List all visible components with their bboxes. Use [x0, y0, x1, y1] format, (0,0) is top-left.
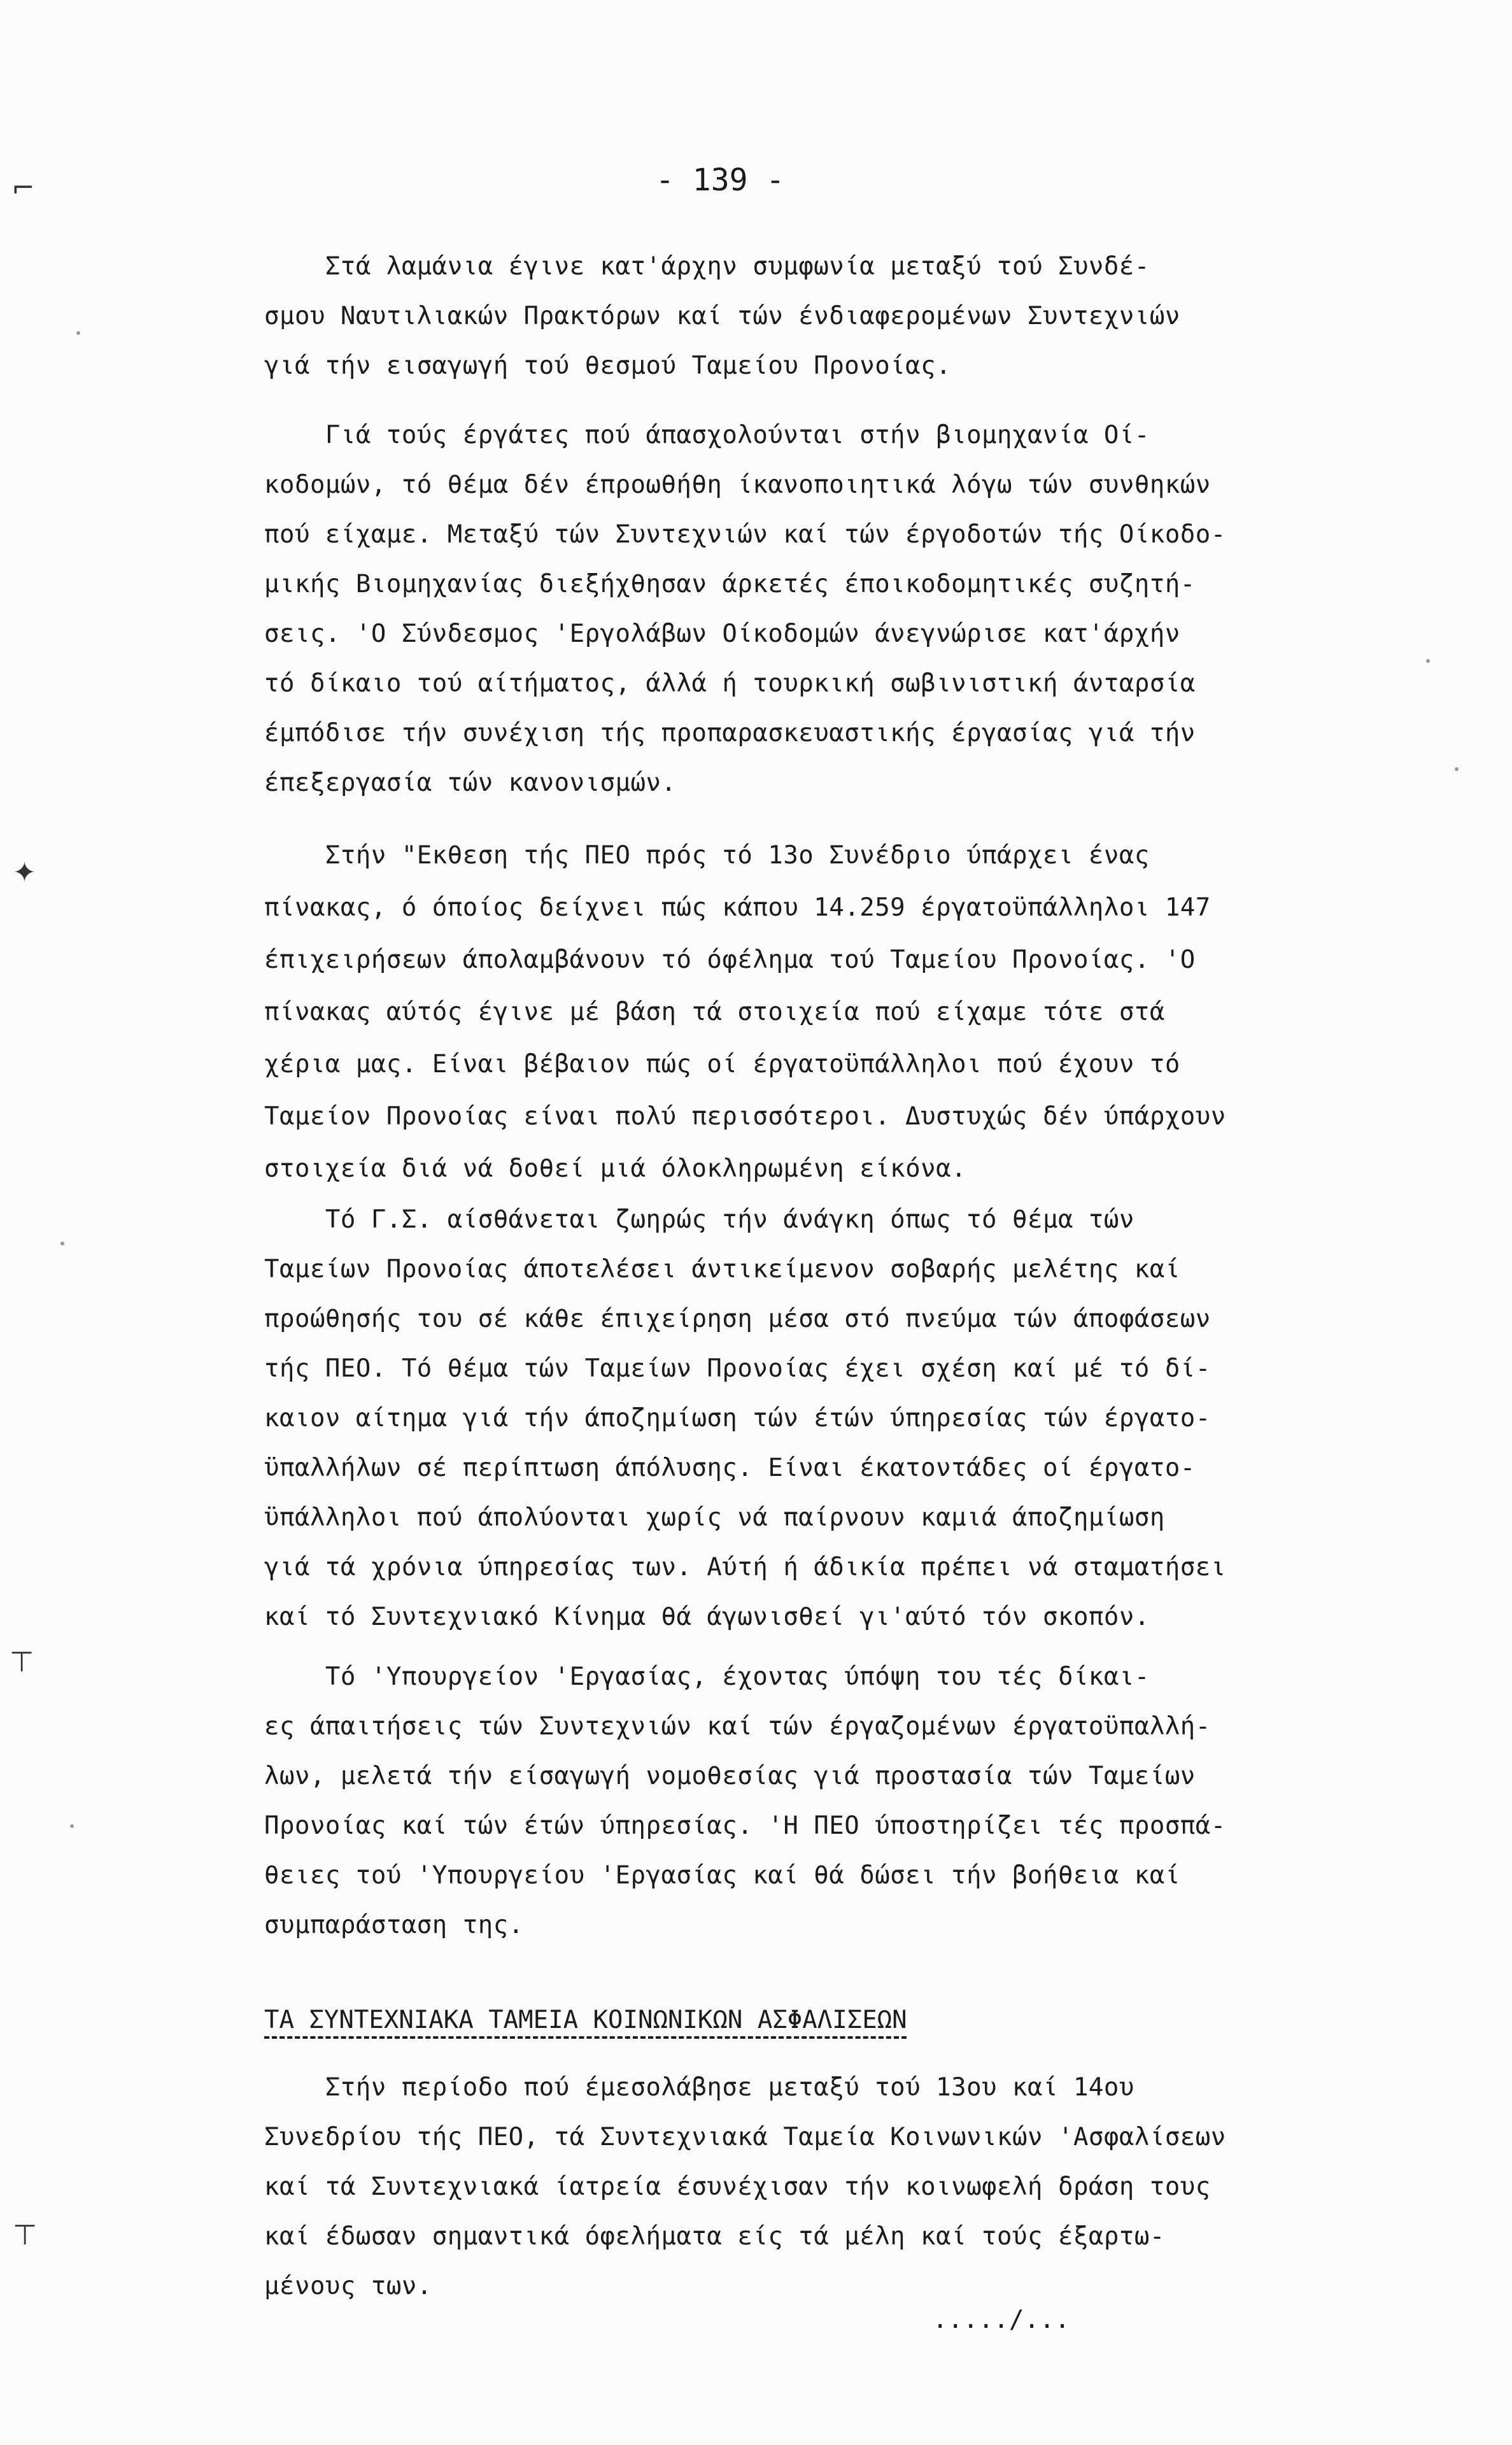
text-line: ϋπαλλήλων σέ περίπτωση άπόλυσης. Είναι έκατοντάδες οί έργατο-	[264, 1454, 1196, 1482]
text-line: Ταμείον Προνοίας είναι πολύ περισσότεροι. Δυστυχώς δέν ύπάρχουν	[264, 1102, 1226, 1131]
text-line: Στήν περίοδο πού έμεσολάβησε μεταξύ τού 13ου καί 14ου	[264, 2073, 1134, 2102]
text-line: πίνακας, ό όποίος δείχνει πώς κάπου 14.259 έργατοϋπάλληλοι 147	[264, 893, 1211, 922]
section-heading: ΤΑ ΣΥΝΤΕΧΝΙΑΚΑ ΤΑΜΕΙΑ ΚΟΙΝΩΝΙΚΩΝ ΑΣΦΑΛΙΣΕΩΝ	[264, 2006, 907, 2034]
text-line: έμπόδισε τήν συνέχιση τής προπαρασκευαστικής έργασίας γιά τήν	[264, 719, 1196, 748]
text-line: λων, μελετά τήν είσαγωγή νομοθεσίας γιά προστασία τών Ταμείων	[264, 1762, 1196, 1790]
text-line: Ταμείων Προνοίας άποτελέσει άντικείμενον σοβαρής μελέτης καί	[264, 1255, 1180, 1284]
margin-mark: ⊤	[13, 2219, 38, 2251]
text-line: τό δίκαιο τού αίτήματος, άλλά ή τουρκική σωβινιστική άνταρσία	[264, 669, 1196, 698]
text-line: ϋπάλληλοι πού άπολύονται χωρίς νά παίρνουν καμιά άποζημίωση	[264, 1503, 1165, 1532]
text-line: προώθησής του σέ κάθε έπιχείρηση μέσα στό πνεύμα τών άποφάσεων	[264, 1305, 1211, 1333]
scan-speck	[1455, 767, 1459, 771]
margin-mark: ⊤	[10, 1646, 34, 1678]
text-line: Τό 'Υπουργείον 'Εργασίας, έχοντας ύπόψη του τές δίκαι-	[264, 1662, 1150, 1691]
text-line: καί τό Συντεχνιακό Κίνημα θά άγωνισθεί γι'αύτό τόν σκοπόν.	[264, 1603, 1150, 1631]
text-line: στοιχεία διά νά δοθεί μιά όλοκληρωμένη είκόνα.	[264, 1154, 967, 1183]
text-line: κοδομών, τό θέμα δέν έπροωθήθη ίκανοποιητικά λόγω τών συνθηκών	[264, 471, 1211, 499]
text-line: μένους των.	[264, 2272, 432, 2300]
text-line: σμου Ναυτιλιακών Πρακτόρων καί τών ένδιαφερομένων Συντεχνιών	[264, 302, 1180, 330]
text-line: Γιά τούς έργάτες πού άπασχολούνται στήν βιομηχανία Οί-	[264, 421, 1150, 450]
text-line: πού είχαμε. Μεταξύ τών Συντεχνιών καί τών έργοδοτών τής Οίκοδο-	[264, 520, 1226, 549]
margin-mark: ⌐	[11, 172, 35, 204]
margin-mark: ✦	[13, 856, 36, 889]
text-line: ες άπαιτήσεις τών Συντεχνιών καί τών έργαζομένων έργατοϋπαλλή-	[264, 1712, 1211, 1741]
scan-speck	[60, 1242, 64, 1245]
scan-speck	[1426, 659, 1430, 663]
text-line: καί τά Συντεχνιακά ίατρεία έσυνέχισαν τήν κοινωφελή δράση τους	[264, 2172, 1211, 2201]
page-number: - 139 -	[656, 162, 785, 198]
text-line: σεις. 'Ο Σύνδεσμος 'Εργολάβων Οίκοδομών άνεγνώρισε κατ'άρχήν	[264, 620, 1180, 648]
text-line: Στήν "Εκθεση τής ΠΕΟ πρός τό 13ο Συνέδριο ύπάρχει ένας	[264, 841, 1150, 870]
text-line: γιά τήν εισαγωγή τού θεσμού Ταμείου Προνοίας.	[264, 351, 952, 380]
continuation-mark: ...../...	[933, 2306, 1070, 2334]
text-line: θειες τού 'Υπουργείου 'Εργασίας καί θά δώσει τήν βοήθεια καί	[264, 1861, 1180, 1890]
text-line: Στά λαμάνια έγινε κατ'άρχην συμφωνία μεταξύ τού Συνδέ-	[264, 252, 1150, 281]
text-line: καί έδωσαν σημαντικά όφελήματα είς τά μέλη καί τούς έξαρτω-	[264, 2222, 1165, 2251]
scan-speck	[76, 331, 80, 335]
scan-speck	[70, 1824, 74, 1828]
text-line: συμπαράσταση της.	[264, 1911, 524, 1939]
text-line: πίνακας αύτός έγινε μέ βάση τά στοιχεία πού είχαμε τότε στά	[264, 998, 1165, 1026]
text-line: μικής Βιομηχανίας διεξήχθησαν άρκετές έποικοδομητικές συζητή-	[264, 570, 1196, 599]
text-line: καιον αίτημα γιά τήν άποζημίωση τών έτών ύπηρεσίας τών έργατο-	[264, 1404, 1211, 1433]
text-line: Συνεδρίου τής ΠΕΟ, τά Συντεχνιακά Ταμεία Κοινωνικών 'Ασφαλίσεων	[264, 2123, 1226, 2151]
text-line: χέρια μας. Είναι βέβαιον πώς οί έργατοϋπάλληλοι πού έχουν τό	[264, 1050, 1180, 1079]
text-line: έπιχειρήσεων άπολαμβάνουν τό όφέλημα τού Ταμείου Προνοίας. 'Ο	[264, 946, 1196, 974]
text-line: γιά τά χρόνια ύπηρεσίας των. Αύτή ή άδικία πρέπει νά σταματήσει	[264, 1553, 1226, 1582]
text-line: έπεξεργασία τών κανονισμών.	[264, 769, 677, 797]
text-line: Τό Γ.Σ. αίσθάνεται ζωηρώς τήν άνάγκη όπως τό θέμα τών	[264, 1205, 1134, 1234]
text-line: Προνοίας καί τών έτών ύπηρεσίας. 'Η ΠΕΟ ύποστηρίζει τές προσπά-	[264, 1811, 1226, 1840]
text-line: τής ΠΕΟ. Τό θέμα τών Ταμείων Προνοίας έχει σχέση καί μέ τό δί-	[264, 1354, 1211, 1383]
